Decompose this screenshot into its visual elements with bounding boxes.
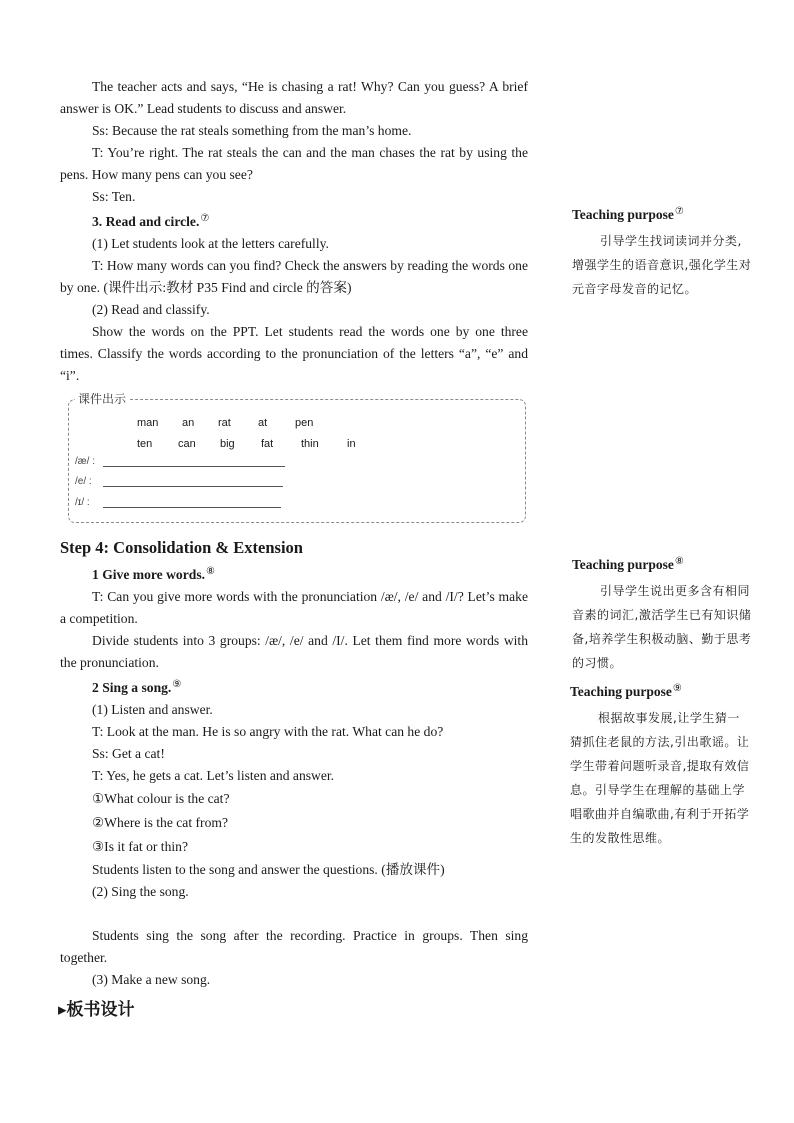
paragraph: T: You’re right. The rat steals the can and the man chases the rat by using the pens. How many pens can you see?	[60, 145, 528, 182]
paragraph: The teacher acts and says, “He is chasing a rat! Why? Can you guess? A brief answer is OK.” Lead students to discuss and answer.	[60, 79, 528, 116]
paragraph: Divide students into 3 groups: /æ/, /e/ and /I/. Let them find more words with the pronunciation.	[60, 633, 528, 670]
paragraph: Ss: Get a cat!	[92, 746, 165, 761]
paragraph: T: Can you give more words with the pronunciation /æ/, /e/ and /I/? Let’s make a competition.	[60, 589, 528, 626]
teaching-purpose-8: Teaching purpose⑧ 引导学生说出更多含有相同音素的词汇,激活学生已有知识储备,培养学生积极动脑、勤于思考的习惯。	[572, 556, 752, 675]
word: big	[220, 438, 235, 450]
paragraph: T: How many words can you find? Check the answers by reading the words one by one. (课件出示:教材 P35 Find and circle 的答案)	[60, 258, 528, 295]
phonetic-row-e: /e/ :	[75, 476, 92, 488]
word: ten	[137, 438, 153, 450]
footnote-mark: ⑨	[672, 683, 682, 694]
ppt-tag: 课件出示	[75, 392, 129, 406]
paragraph: Ss: Because the rat steals something from the man’s home.	[92, 123, 412, 138]
section-heading-give-words: 1 Give more words.⑧	[92, 566, 215, 582]
teaching-purpose-7: Teaching purpose⑦ 引导学生找词读词并分类,增强学生的语音意识,强化学生对元音字母发音的记忆。	[572, 206, 752, 301]
phonetic-row-i: /ɪ/ :	[75, 497, 90, 509]
paragraph: (2) Read and classify.	[92, 302, 210, 317]
paragraph: Ss: Ten.	[92, 189, 136, 204]
paragraph: Students listen to the song and answer the questions. (播放课件)	[92, 862, 445, 877]
paragraph: Show the words on the PPT. Let students read the words one by one three times. Classify the words according to the pronunciation of the letters “a”, “e” and “i”.	[60, 324, 528, 383]
section-heading-read-circle: 3. Read and circle.⑦	[92, 213, 210, 229]
word: pen	[295, 417, 314, 429]
footnote-mark: ⑦	[674, 206, 684, 217]
question: ②Where is the cat from?	[92, 815, 228, 830]
lesson-body	[60, 76, 528, 991]
paragraph: (1) Listen and answer.	[92, 702, 213, 717]
teaching-purpose-text: 引导学生说出更多含有相同音素的词汇,激活学生已有知识储备,培养学生积极动脑、勤于思考的习惯。	[572, 584, 752, 670]
word: in	[347, 438, 356, 450]
paragraph: T: Yes, he gets a cat. Let’s listen and answer.	[92, 768, 335, 783]
question: ①What colour is the cat?	[92, 791, 230, 806]
teaching-purpose-text: 引导学生找词读词并分类,增强学生的语音意识,强化学生对元音字母发音的记忆。	[572, 234, 752, 296]
footnote-mark: ⑧	[674, 556, 684, 567]
phonetic-row-ae: /æ/ :	[75, 456, 95, 468]
footnote-mark: ⑨	[172, 679, 182, 690]
word: can	[178, 438, 196, 450]
ppt-display-box	[68, 392, 526, 523]
teaching-purpose-9: Teaching purpose⑨ 根据故事发展,让学生猜一猜抓住老鼠的方法,引出歌谣。让学生带着问题听录音,提取有效信息。引导学生在理解的基础上学唱歌曲并自编歌曲,有利于开拓学生的发散性思维。	[570, 683, 750, 850]
word: at	[258, 417, 268, 429]
paragraph: Students sing the song after the recording. Practice in groups. Then sing together.	[60, 928, 528, 965]
footnote-mark: ⑦	[200, 213, 210, 224]
step-4-heading: Step 4: Consolidation & Extension	[60, 538, 303, 557]
board-design-heading: ▸板书设计	[58, 1000, 135, 1020]
paragraph: (1) Let students look at the letters carefully.	[92, 236, 329, 251]
word: rat	[218, 417, 231, 429]
footnote-mark: ⑧	[206, 566, 215, 577]
section-heading-sing-song: 2 Sing a song.⑨	[92, 679, 182, 695]
paragraph: T: Look at the man. He is so angry with the rat. What can he do?	[92, 724, 444, 739]
word: man	[137, 417, 159, 429]
paragraph: (2) Sing the song.	[92, 884, 189, 899]
teaching-purpose-text: 根据故事发展,让学生猜一猜抓住老鼠的方法,引出歌谣。让学生带着问题听录音,提取有效信息。引导学生在理解的基础上学唱歌曲并自编歌曲,有利于开拓学生的发散性思维。	[570, 711, 750, 845]
word: an	[182, 417, 195, 429]
question: ③Is it fat or thin?	[92, 839, 188, 854]
word: thin	[301, 438, 319, 450]
paragraph: (3) Make a new song.	[92, 972, 211, 987]
word: fat	[261, 438, 274, 450]
